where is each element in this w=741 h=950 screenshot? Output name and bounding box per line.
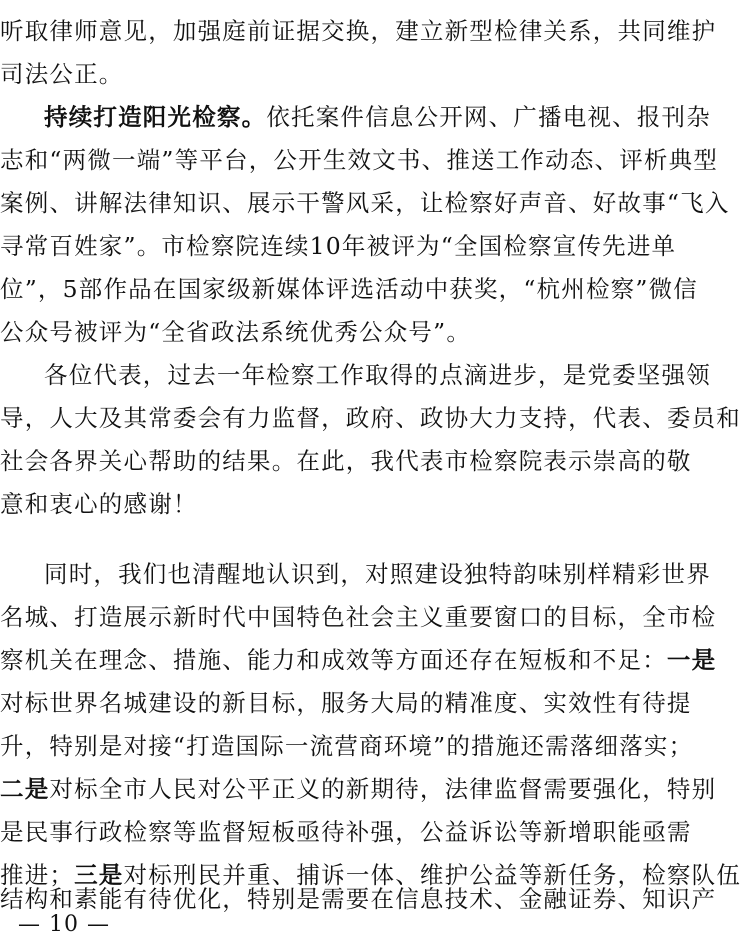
paragraph-4-line-3: [0, 639, 717, 681]
point-three-marker: 三是: [74, 861, 124, 889]
paragraph-2-line-1: [44, 96, 711, 138]
paragraph-4-line-4: 对标世界名城建设的新目标，服务大局的精准度、实效性有待提: [0, 689, 692, 717]
paragraph-4-line-8-text-b: 对标刑民并重、捕诉一体、维护公益等新任务，检察队伍: [123, 861, 741, 889]
paragraph-4-line-6: [0, 768, 717, 810]
paragraph-2-line-3: 案例、讲解法律知识、展示干警风采，让检察好声音、好故事“飞入: [0, 189, 730, 217]
paragraph-4-line-2: 名城、打造展示新时代中国特色社会主义重要窗口的目标，全市检: [0, 603, 717, 631]
paragraph-3-line-3: 社会各界关心帮助的结果。在此，我代表市检察院表示崇高的敬: [0, 447, 692, 475]
point-two-marker: 二是: [0, 775, 50, 803]
page-number: — 10 —: [18, 912, 110, 937]
point-one-marker: 一是: [666, 646, 717, 674]
paragraph-1-line-2: 司法公正。: [0, 60, 124, 88]
paragraph-2-line-2: 志和“两微一端”等平台，公开生效文书、推送工作动态、评析典型: [0, 146, 719, 174]
paragraph-3-line-4: 意和衷心的感谢！: [0, 490, 198, 518]
paragraph-4-line-7: 是民事行政检察等监督短板亟待补强，公益诉讼等新增职能亟需: [0, 818, 692, 846]
paragraph-2-line-5: 位”，5部作品在国家级新媒体评选活动中获奖，“杭州检察”微信: [0, 275, 698, 303]
paragraph-1-line-1: 听取律师意见，加强庭前证据交换，建立新型检律关系，共同维护: [0, 17, 717, 45]
paragraph-4-line-9: 结构和素能有待优化，特别是需要在信息技术、金融证券、知识产: [0, 885, 717, 913]
paragraph-4-line-3-text: 察机关在理念、措施、能力和成效等方面还存在短板和不足：: [0, 646, 667, 674]
paragraph-4-line-1: 同时，我们也清醒地认识到，对照建设独特韵味别样精彩世界: [44, 560, 711, 588]
paragraph-2-line-4: 寻常百姓家”。市检察院连续10年被评为“全国检察宣传先进单: [0, 232, 677, 260]
paragraph-3-line-2: 导，人大及其常委会有力监督，政府、政协大力支持，代表、委员和: [0, 404, 741, 432]
paragraph-4-line-8-text-a: 推进；: [0, 861, 75, 889]
paragraph-2-line-1-text: 依托案件信息公开网、广播电视、报刊杂: [266, 103, 711, 131]
paragraph-4-line-6-text: 对标全市人民对公平正义的新期待，法律监督需要强化，特别: [49, 775, 717, 803]
paragraph-3-line-1: 各位代表，过去一年检察工作取得的点滴进步，是党委坚强领: [44, 361, 711, 389]
paragraph-2-line-6: 公众号被评为“全省政法系统优秀公众号”。: [0, 318, 472, 346]
paragraph-4-line-5: 升，特别是对接“打造国际一流营商环境”的措施还需落细落实；: [0, 732, 694, 760]
paragraph-2-heading: 持续打造阳光检察。: [44, 103, 267, 131]
